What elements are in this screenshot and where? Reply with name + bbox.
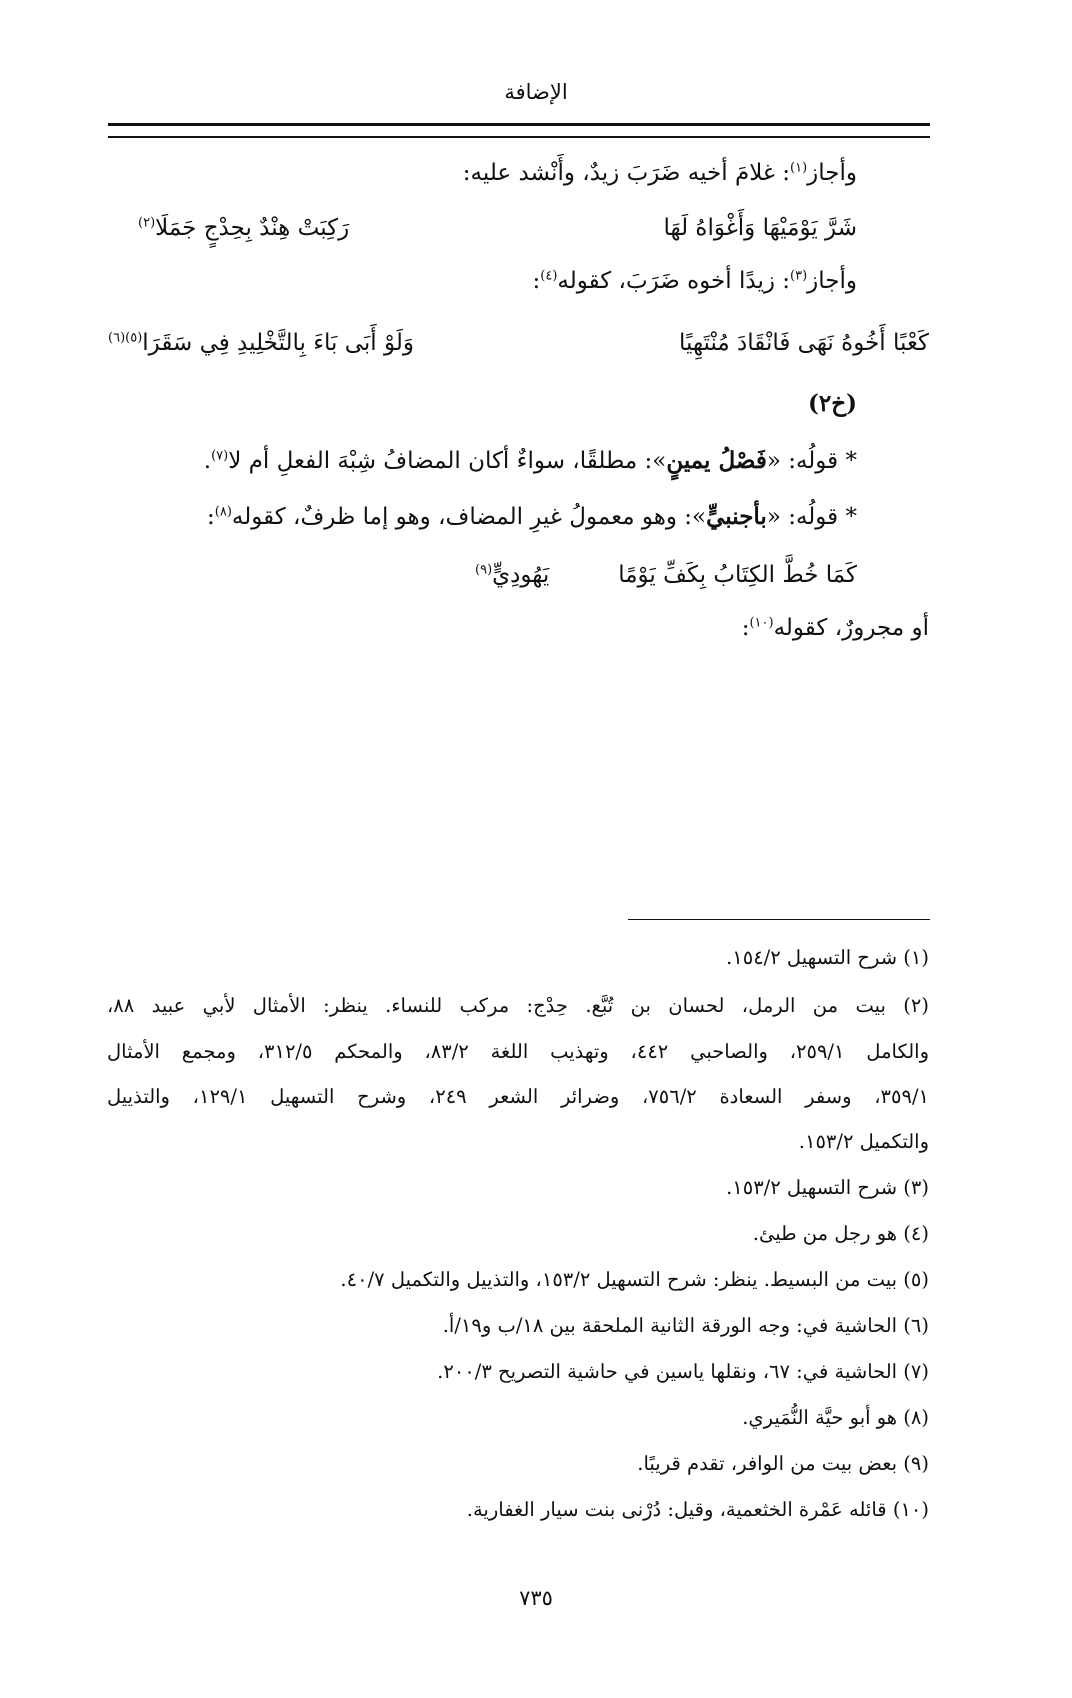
footnote-ref: (٤): [540, 268, 558, 284]
text: أو مجرورٌ، كقوله: [773, 615, 929, 641]
footnote-ref: (٧): [211, 448, 229, 464]
text: وَلَوْ أَبَى بَاءَ بِالتَّخْلِيدِ فِي سَقَرَا: [142, 330, 415, 356]
verse-1: [0, 215, 1072, 251]
text: : غلامَ أخيه ضَرَبَ زيدٌ، وأَنْشد عليه:: [462, 160, 791, 186]
footnote-separator: [628, 919, 930, 920]
verse-2: [0, 330, 1072, 366]
footnote-3: (٣) شرح التسهيل ١٥٣/٢.: [726, 1176, 929, 1199]
footnote-ref: (١): [790, 160, 808, 176]
manuscript-marker: (خ٢): [808, 390, 857, 417]
text-line-1: [463, 160, 857, 186]
footnote-ref: (٨): [214, 504, 232, 520]
footnote-ref: (٣): [790, 268, 808, 284]
verse-1-first-hemistich: شَرَّ يَوْمَيْهَا وَأَغْوَاهُ لَهَا: [663, 215, 857, 241]
footnote-2-line-2: والكامل ٢٥٩/١، والصاحبي ٤٤٢، وتهذيب اللغة ٨٣/٢، والمحكم ٣١٢/٥، ومجمع الأمثال: [107, 1040, 929, 1063]
text: :: [532, 268, 541, 294]
footnote-7: (٧) الحاشية في: ٦٧، ونقلها ياسين في حاشية التصريح ٢٠٠/٣.: [437, 1360, 929, 1383]
footnote-ref: (٥)(٦): [108, 330, 143, 346]
footnote-5: (٥) بيت من البسيط. ينظر: شرح التسهيل ١٥٣/٢، والتذييل والتكميل ٤٠/٧.: [340, 1268, 929, 1291]
footnote-9: (٩) بعض بيت من الوافر، تقدم قريبًا.: [637, 1452, 929, 1475]
running-header: الإضافة: [504, 80, 568, 104]
verse-3-second-hemistich: [475, 562, 549, 588]
text: : زيدًا أخوه ضَرَبَ، كقوله: [557, 268, 791, 294]
text: »: وهو معمولُ غيرِ المضاف، وهو إما ظرفٌ، كقوله: [231, 504, 707, 530]
text: * قولُه: «: [766, 504, 857, 530]
verse-1-second-hemistich: [138, 215, 349, 241]
text: :: [741, 615, 750, 641]
verse-2-first-hemistich: كَعْبًا أَخُوهُ نَهَى فَانْقَادَ مُنْتَهِيًا: [679, 330, 929, 356]
text: »: مطلقًا، سواءٌ أكان المضافُ شِبْهَ الفعلِ أم لا: [228, 448, 667, 474]
text-line-2: [533, 268, 857, 294]
text: :: [207, 504, 215, 530]
text: .: [203, 448, 212, 474]
bold-term: فَصْلُ يمينٍ: [666, 447, 767, 474]
verse-2-second-hemistich: [108, 330, 414, 356]
text-line-4: [207, 503, 857, 530]
header-rule-thick: [108, 123, 930, 126]
text: وأجاز: [807, 160, 857, 186]
page-number: ٧٣٥: [519, 1586, 553, 1610]
verse-3: [0, 562, 1072, 598]
footnote-1: (١) شرح التسهيل ١٥٤/٢.: [726, 946, 929, 969]
header-rule-thin: [108, 136, 930, 138]
text: رَكِبَتْ هِنْدٌ بِحِدْجٍ جَمَلَا: [155, 215, 350, 241]
text-line-3: [204, 447, 857, 474]
text-line-5: [742, 615, 929, 641]
footnote-ref: (٩): [475, 562, 493, 578]
text: * قولُه: «: [766, 448, 857, 474]
footnote-2-line-1: (٢) بيت من الرمل، لحسان بن تُبَّع. حِدْج: مركب للنساء. ينظر: الأمثال لأبي عبيد ٨٨،: [107, 994, 929, 1017]
text: يَهُودِيٍّ: [492, 562, 550, 588]
footnote-10: (١٠) قائله عَمْرة الخثعمية، وقيل: دُرْنى بنت سيار الغفارية.: [466, 1498, 929, 1521]
verse-3-first-hemistich: كَمَا خُطَّ الكِتَابُ بِكَفِّ يَوْمًا: [618, 562, 857, 588]
footnote-2-line-3: ٣٥٩/١، وسفر السعادة ٧٥٦/٢، وضرائر الشعر ٢٤٩، وشرح التسهيل ١٢٩/١، والتذييل: [107, 1085, 930, 1108]
footnote-6: (٦) الحاشية في: وجه الورقة الثانية الملحقة بين ١٨/ب و١٩/أ.: [442, 1314, 929, 1337]
bold-term: بأجنبيٍّ: [706, 503, 767, 530]
text: وأجاز: [807, 268, 857, 294]
footnote-2-line-4: والتكميل ١٥٣/٢.: [798, 1130, 929, 1153]
footnote-ref: (١٠): [749, 615, 774, 631]
footnote-8: (٨) هو أبو حيَّة النُّمَيري.: [742, 1406, 929, 1429]
footnote-ref: (٢): [138, 215, 156, 231]
footnote-4: (٤) هو رجل من طيئ.: [752, 1222, 929, 1245]
